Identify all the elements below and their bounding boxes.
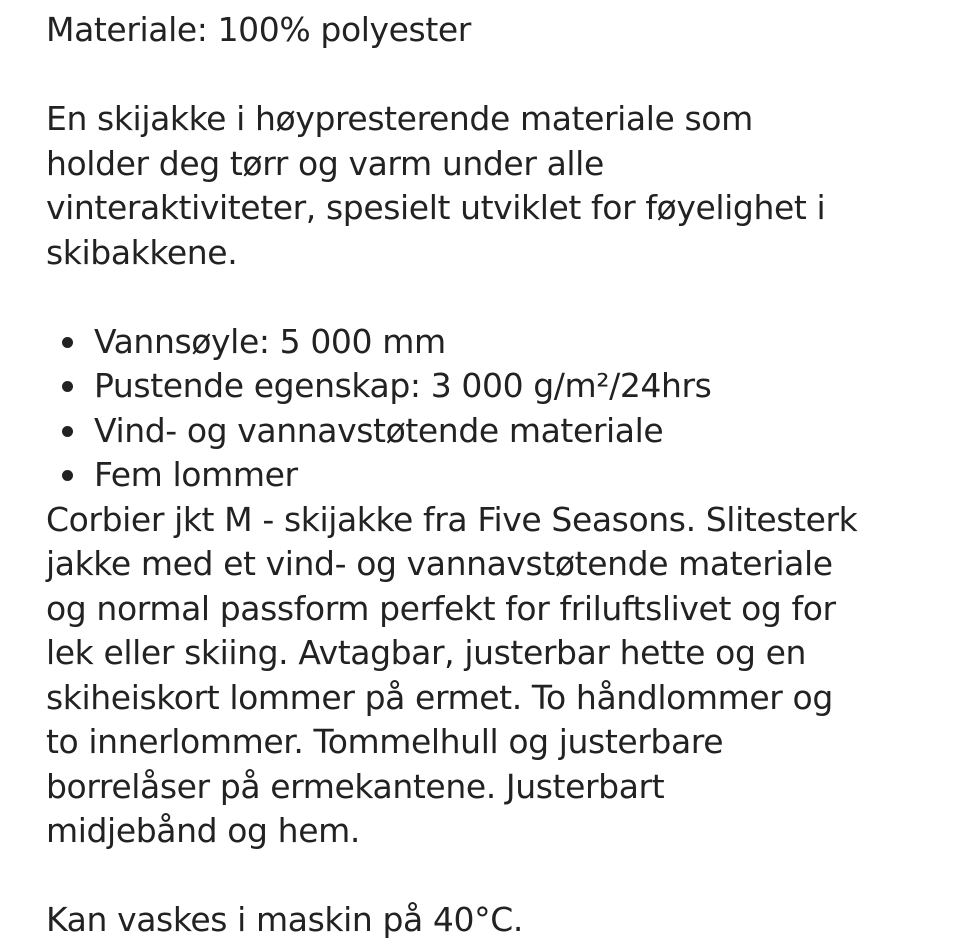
feature-item (46, 453, 946, 498)
care-instructions: Kan vaskes i maskin på 40°C. (46, 900, 523, 939)
spacer (46, 275, 946, 320)
description-line: borrelåser på ermekantene. Justerbart (46, 766, 665, 806)
intro-paragraph (46, 97, 946, 275)
feature-text: Vind- og vannavstøtende materiale (94, 410, 664, 450)
intro-line: vinteraktiviteter, spesielt utviklet for føyelighet i (46, 188, 826, 227)
material-line: Materiale: 100% polyester (46, 10, 471, 49)
feature-item (46, 409, 946, 454)
intro-line: En skijakke i høypresterende materiale som (46, 99, 753, 138)
description-line: midjebånd og hem. (46, 811, 360, 850)
bullet-icon (62, 381, 73, 392)
description-line: lek eller skiing. Avtagbar, justerbar hette og en (46, 633, 806, 672)
feature-list (46, 320, 946, 498)
feature-text: Vannsøyle: 5 000 mm (94, 321, 446, 361)
description-line: to innerlommer. Tommelhull og justerbare (46, 722, 724, 761)
spacer (46, 854, 946, 899)
feature-text: Fem lommer (94, 455, 298, 494)
bullet-icon (62, 426, 73, 437)
feature-item (46, 320, 946, 365)
description-line: jakke med et vind- og vannavstøtende materiale (46, 544, 833, 583)
description-paragraph (46, 498, 946, 854)
description-line: og normal passform perfekt for friluftslivet og for (46, 588, 836, 628)
bullet-icon (62, 470, 73, 481)
intro-line: skibakkene. (46, 232, 238, 272)
product-description (46, 8, 946, 943)
intro-line: holder deg tørr og varm under alle (46, 143, 604, 183)
feature-item (46, 364, 946, 409)
description-line: skiheiskort lommer på ermet. To håndlommer og (46, 677, 833, 717)
feature-text: Pustende egenskap: 3 000 g/m²/24hrs (94, 366, 712, 405)
description-line: Corbier jkt M - skijakke fra Five Seasons. Slitesterk (46, 499, 858, 539)
spacer (46, 53, 946, 98)
bullet-icon (62, 337, 73, 348)
